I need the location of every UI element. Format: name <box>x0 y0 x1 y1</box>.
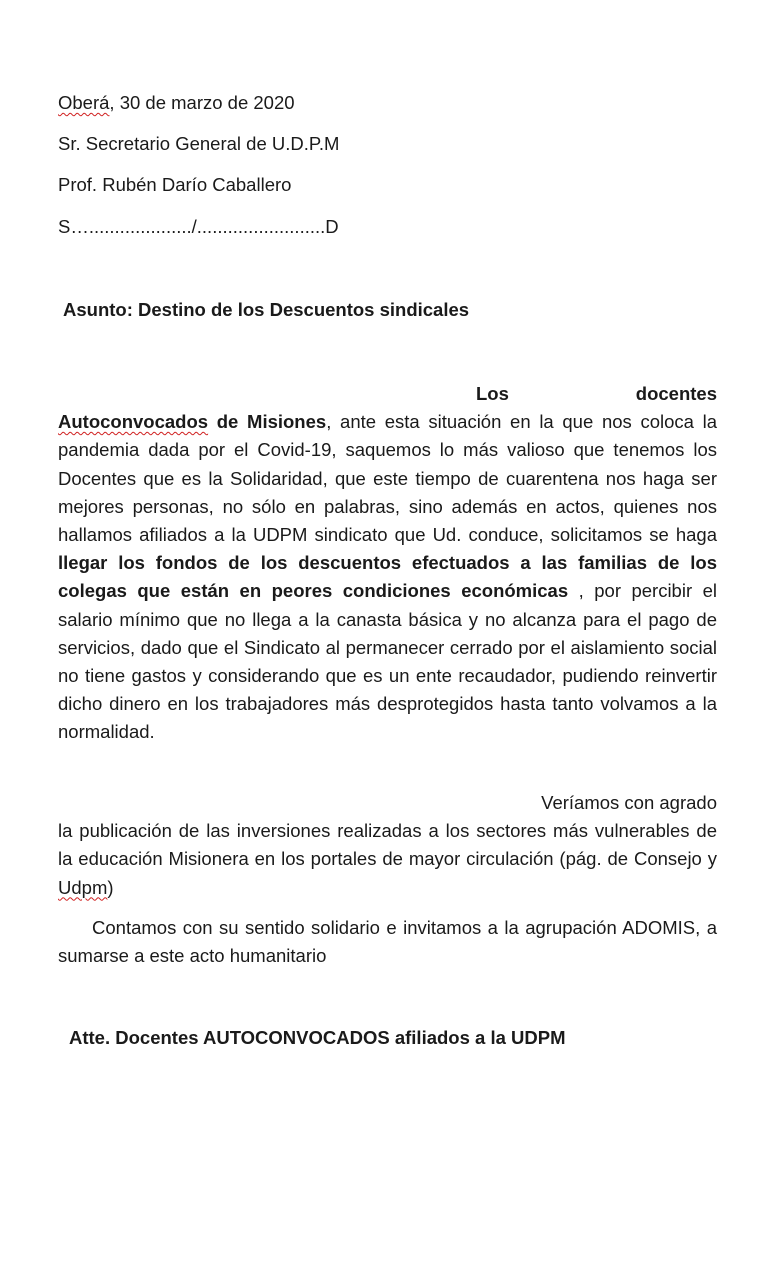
subject-line: Asunto: Destino de los Descuentos sindicales <box>63 299 470 320</box>
lead-word-los: Los <box>476 383 509 404</box>
paragraph-main <box>58 380 717 747</box>
salutation: S…..................../.........................D <box>58 216 339 237</box>
date-line <box>58 91 295 115</box>
group-name-misiones: de Misiones <box>208 411 327 433</box>
signature-line: Atte. Docentes AUTOCONVOCADOS afiliados a la UDPM <box>69 1027 566 1048</box>
paragraph2-lead: Veríamos con agrado <box>541 792 717 813</box>
paragraph2-text-a: la publicación de las inversiones realizadas a los sectores más vulnerables de la educación Misionera en los portales de mayor circulación (pág. de Consejo y <box>58 820 717 870</box>
place-name: Oberá <box>58 92 110 113</box>
paragraph-publication <box>58 789 717 902</box>
recipient-title: Sr. Secretario General de U.D.P.M <box>58 133 340 154</box>
paragraph3-text: Contamos con su sentido solidario e invitamos a la agrupación ADOMIS, a sumarse a este acto humanitario <box>58 917 717 967</box>
recipient-name: Prof. Rubén Darío Caballero <box>58 174 292 195</box>
paragraph-closing <box>58 914 717 970</box>
paragraph-text-a: , ante esta situación en la que nos coloca la pandemia dada por el Covid-19, saquemos lo más valioso que tenemos los Docentes que es la Solidaridad, que este tiempo de cuarentena nos haga ser mejores personas, no sólo en palabras, sino además en actos, quienes nos hallamos afiliados a la UDPM sindicato que Ud. conduce, solicitamos se haga <box>58 411 718 546</box>
lead-word-docentes: docentes <box>635 383 717 404</box>
paragraph-lead <box>58 380 717 408</box>
paragraph-text-b: , por percibir el salario mínimo que no llega a la canasta básica y no alcanza para el pago de servicios, dado que el Sindicato al permanecer cerrado por el aislamiento social no tiene gastos y considerando que es un ente recaudador, pudiendo reinvertir dicho dinero en los trabajadores más desprotegidos hasta tanto volvamos a la normalidad. <box>58 580 717 743</box>
date-text: , 30 de marzo de 2020 <box>109 92 295 113</box>
paragraph2-text-b: ) <box>107 876 114 898</box>
paragraph-request-bold: llegar los fondos de los descuentos efectuados a las familias de los colegas que están en peores condiciones económicas <box>58 552 717 602</box>
paragraph2-udpm: Udpm <box>58 876 108 898</box>
group-name-autoconvocados: Autoconvocados <box>58 411 209 433</box>
